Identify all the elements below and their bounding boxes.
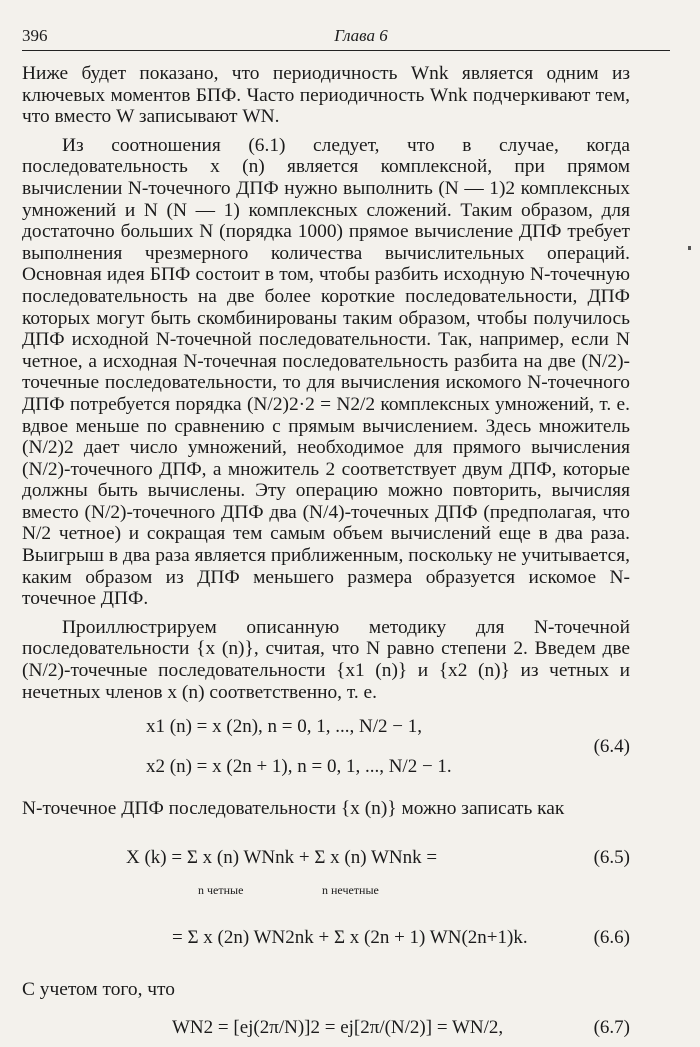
equation-6-7 — [22, 1007, 630, 1047]
paragraph-4: N-точечное ДПФ последовательности {x (n)} можно записать как — [22, 798, 565, 820]
eq-number-6-6: (6.6) — [593, 926, 630, 948]
eq-6-6-body: = Σ x (2n) WN2nk + Σ x (2n + 1) WN(2n+1)k. — [172, 926, 528, 948]
equation-6-6 — [22, 909, 630, 973]
paragraph-2: Из соотношения (6.1) следует, что в случае, когда последовательность x (n) является комплексной, при прямом вычислении N-точечного ДПФ нужно выполнить (N — 1)2 комплексных умножений и N (N — 1) комплексных сложений. Таким образом, для достаточно больших N (порядка 1000) прямое вычисление ДПФ требует выполнения чрезмерного количества вычислительных операций. Основная идея БПФ состоит в том, чтобы разбить исходную N-точечную последовательность на две более короткие последовательности, ДПФ которых могут быть скомбинированы таким образом, чтобы получилось ДПФ исходной N-точечной последовательности. Так, например, если N четное, а исходная N-точечная последовательность разбита на две (N/2)-точечные последовательности, то для вычисления искомого N-точечного ДПФ потребуется порядка (N/2)2·2 = N2/2 комплексных умножений, т. е. вдвое меньше по сравнению с прямым вычислением. Здесь множитель (N/2)2 дает число умножений, необходимое для прямого вычисления (N/2)-точечного ДПФ, а множитель 2 соответствует двум ДПФ, которые должны быть вычислены. Эту операцию можно повторить, вычисляя вместо (N/2)-точечного ДПФ два (N/4)-точечных ДПФ (предполагая, что N/2 четное) и сокращая тем самым объем вычислений еще в два раза. Выигрыш в два раза является приближенным, поскольку не учитывается, каким образом из ДПФ меньшего размера образуется искомое N-точечное ДПФ. — [22, 134, 630, 610]
eq-number-6-5: (6.5) — [593, 846, 630, 868]
paragraph-3: Проиллюстрируем описанную методику для N-точечной последовательности {x (n)}, считая, что N равно степени 2. Введем две (N/2)-точечные последовательности {x1 (n)} и {x2 (n)} из четных и нечетных членов x (n) соответственно, т. е. — [22, 616, 630, 703]
eq-number-6-7: (6.7) — [593, 1017, 630, 1039]
scan-speck — [688, 246, 691, 250]
equation-6-5 — [22, 827, 630, 909]
page-number: 396 — [22, 26, 48, 45]
equation-6-4 — [22, 710, 630, 794]
paragraph-5: С учетом того, что — [22, 978, 175, 1000]
running-header — [22, 22, 670, 51]
eq-6-5-note-odd: n нечетные — [322, 882, 379, 897]
text-body — [22, 63, 630, 1047]
eq-6-5-note-even: n четные — [198, 882, 244, 897]
eq-number-6-4: (6.4) — [593, 736, 630, 758]
eq-6-4-line-1: x1 (n) = x (2n), n = 0, 1, ..., N/2 − 1, — [146, 716, 422, 738]
eq-6-7-body: WN2 = [ej(2π/N)]2 = ej[2π/(N/2)] = WN/2, — [172, 1017, 504, 1039]
paragraph-1: Ниже будет показано, что периодичность Wnk является одним из ключевых моментов БПФ. Часто периодичность Wnk подчеркивают тем, что вместо W записывают WN. — [22, 63, 630, 128]
eq-6-5-body: X (k) = Σ x (n) WNnk + Σ x (n) WNnk = — [126, 846, 438, 868]
chapter-title: Глава 6 — [334, 26, 388, 45]
eq-6-4-line-2: x2 (n) = x (2n + 1), n = 0, 1, ..., N/2 − 1. — [146, 756, 452, 778]
